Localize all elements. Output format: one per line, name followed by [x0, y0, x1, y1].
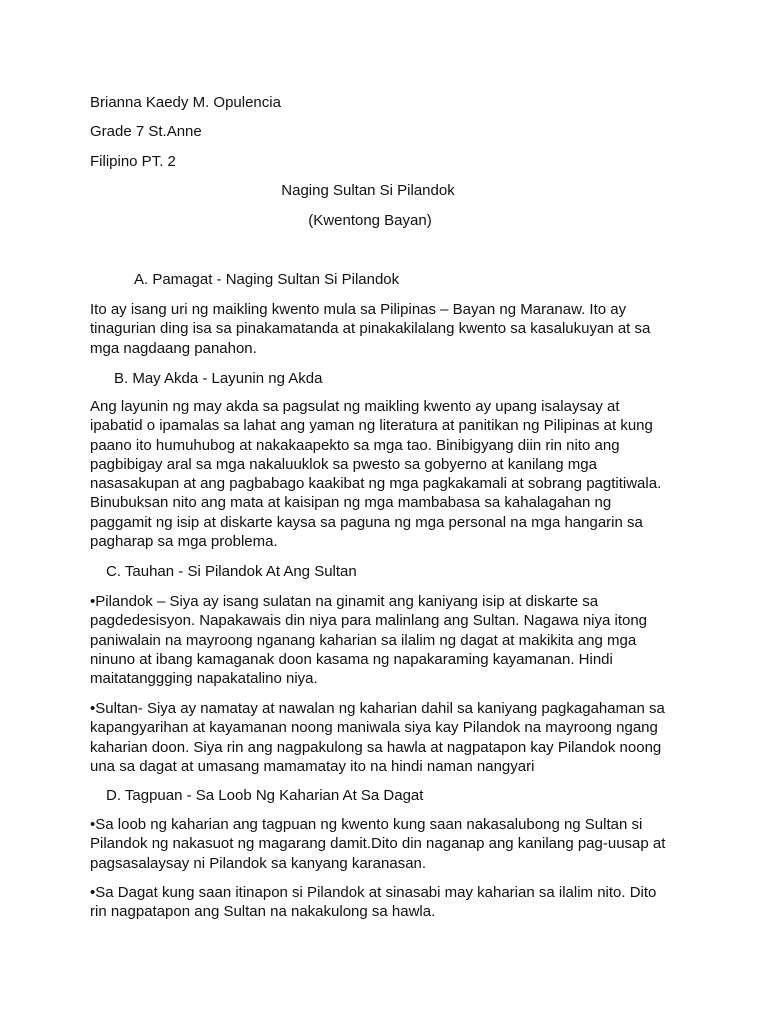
- paragraph-line: Ang layunin ng may akda sa pagsulat ng maikling kwento ay upang isalaysay at: [90, 398, 620, 415]
- paragraph-line: maitatanggging napakatalino niya.: [90, 670, 318, 688]
- paragraph-line: Ito ay isang uri ng maikling kwento mula sa Pilipinas – Bayan ng Maranaw. Ito ay: [90, 301, 627, 318]
- paragraph-line: •Pilandok – Siya ay isang sulatan na ginamit ang kaniyang isip at diskarte sa: [90, 593, 599, 610]
- paragraph-line: Binubuksan nito ang mata at kaisipan ng mga mambabasa sa kahalagahan ng: [90, 494, 612, 512]
- paragraph-line: pagsasalaysay ni Pilandok sa kanyang karanasan.: [90, 854, 427, 872]
- paragraph-line: •Sa loob ng kaharian ang tagpuan ng kwento kung saan nakasalubong ng Sultan si: [90, 816, 643, 833]
- paragraph-line: una sa dagat at umasang mamamatay ito na hindi naman nangyari: [90, 757, 535, 775]
- section-b-heading: B. May Akda - Layunin ng Akda: [114, 370, 323, 387]
- section-b-paragraph: [90, 397, 690, 551]
- paragraph-line: paniwalain na mayroong nganang kaharian sa ilalim ng dagat at makikita ang mga: [90, 631, 637, 649]
- paragraph-line: mga nagdaang panahon.: [90, 339, 257, 357]
- paragraph-line: Pilandok ng nakasuot ng magarang damit.Dito din naganap ang kanilang pag-uusap at: [90, 835, 666, 853]
- section-a-heading: A. Pamagat - Naging Sultan Si Pilandok: [134, 271, 400, 288]
- section-a-paragraph: [90, 300, 690, 358]
- story-title: Naging Sultan Si Pilandok: [281, 182, 455, 199]
- paragraph-line: paano ito humuhubog at nakakaapekto sa mga tao. Binibigyang diin rin nito ang: [90, 436, 620, 454]
- story-subtitle: (Kwentong Bayan): [308, 212, 432, 229]
- paragraph-line: pagdedesisyon. Napakawais din niya para malinlang ang Sultan. Nagawa niya itong: [90, 612, 648, 630]
- paragraph-line: kaharian doon. Siya rin ang nagpakulong sa hawla at nagpatapon kay Pilandok noong: [90, 738, 662, 756]
- paragraph-line: paggamit ng isip at diskarte kaysa sa paguna ng mga personal na mga hangarin sa: [90, 513, 643, 531]
- paragraph-line: ipabatid o ipamalas sa lahat ang yaman ng literatura at panitikan ng Pilipinas at kung: [90, 417, 653, 435]
- paragraph-line: pagbibigay aral sa mga nakaluuklok sa pwesto sa gobyerno at kanilang mga: [90, 455, 597, 473]
- section-c-heading: C. Tauhan - Si Pilandok At Ang Sultan: [106, 563, 357, 580]
- section-d-heading: D. Tagpuan - Sa Loob Ng Kaharian At Sa Dagat: [106, 787, 424, 804]
- section-c-sultan-paragraph: [90, 699, 690, 776]
- paragraph-line: tinagurian ding isa sa pinakamatanda at pinakakilalang kwento sa kasalukuyan at sa: [90, 320, 651, 338]
- paragraph-line: nasasakupan at ang pagbabago kaakibat ng mga pagkakamali at sobrang pagtitiwala.: [90, 475, 662, 493]
- section-c-pilandok-paragraph: [90, 592, 690, 688]
- author-name: Brianna Kaedy M. Opulencia: [90, 94, 281, 111]
- paragraph-line: kapangyarihan at kayamanan noong maniwala siya kay Pilandok na mayroong ngang: [90, 719, 658, 737]
- subject-label: Filipino PT. 2: [90, 153, 176, 170]
- paragraph-line: pagharap sa mga problema.: [90, 533, 278, 551]
- paragraph-line: rin nagpatapon ang Sultan na nakakulong sa hawla.: [90, 903, 436, 921]
- section-d-kingdom-paragraph: [90, 815, 690, 873]
- paragraph-line: ninuno at ibang kamaganak doon kasama ng napakaraming kayamanan. Hindi: [90, 650, 613, 668]
- paragraph-line: •Sa Dagat kung saan itinapon si Pilandok at sinasabi may kaharian sa ilalim nito. Dito: [90, 884, 657, 901]
- section-d-sea-paragraph: [90, 883, 690, 922]
- paragraph-line: •Sultan- Siya ay namatay at nawalan ng kaharian dahil sa kaniyang pagkagahaman sa: [90, 700, 665, 717]
- grade-section: Grade 7 St.Anne: [90, 123, 202, 140]
